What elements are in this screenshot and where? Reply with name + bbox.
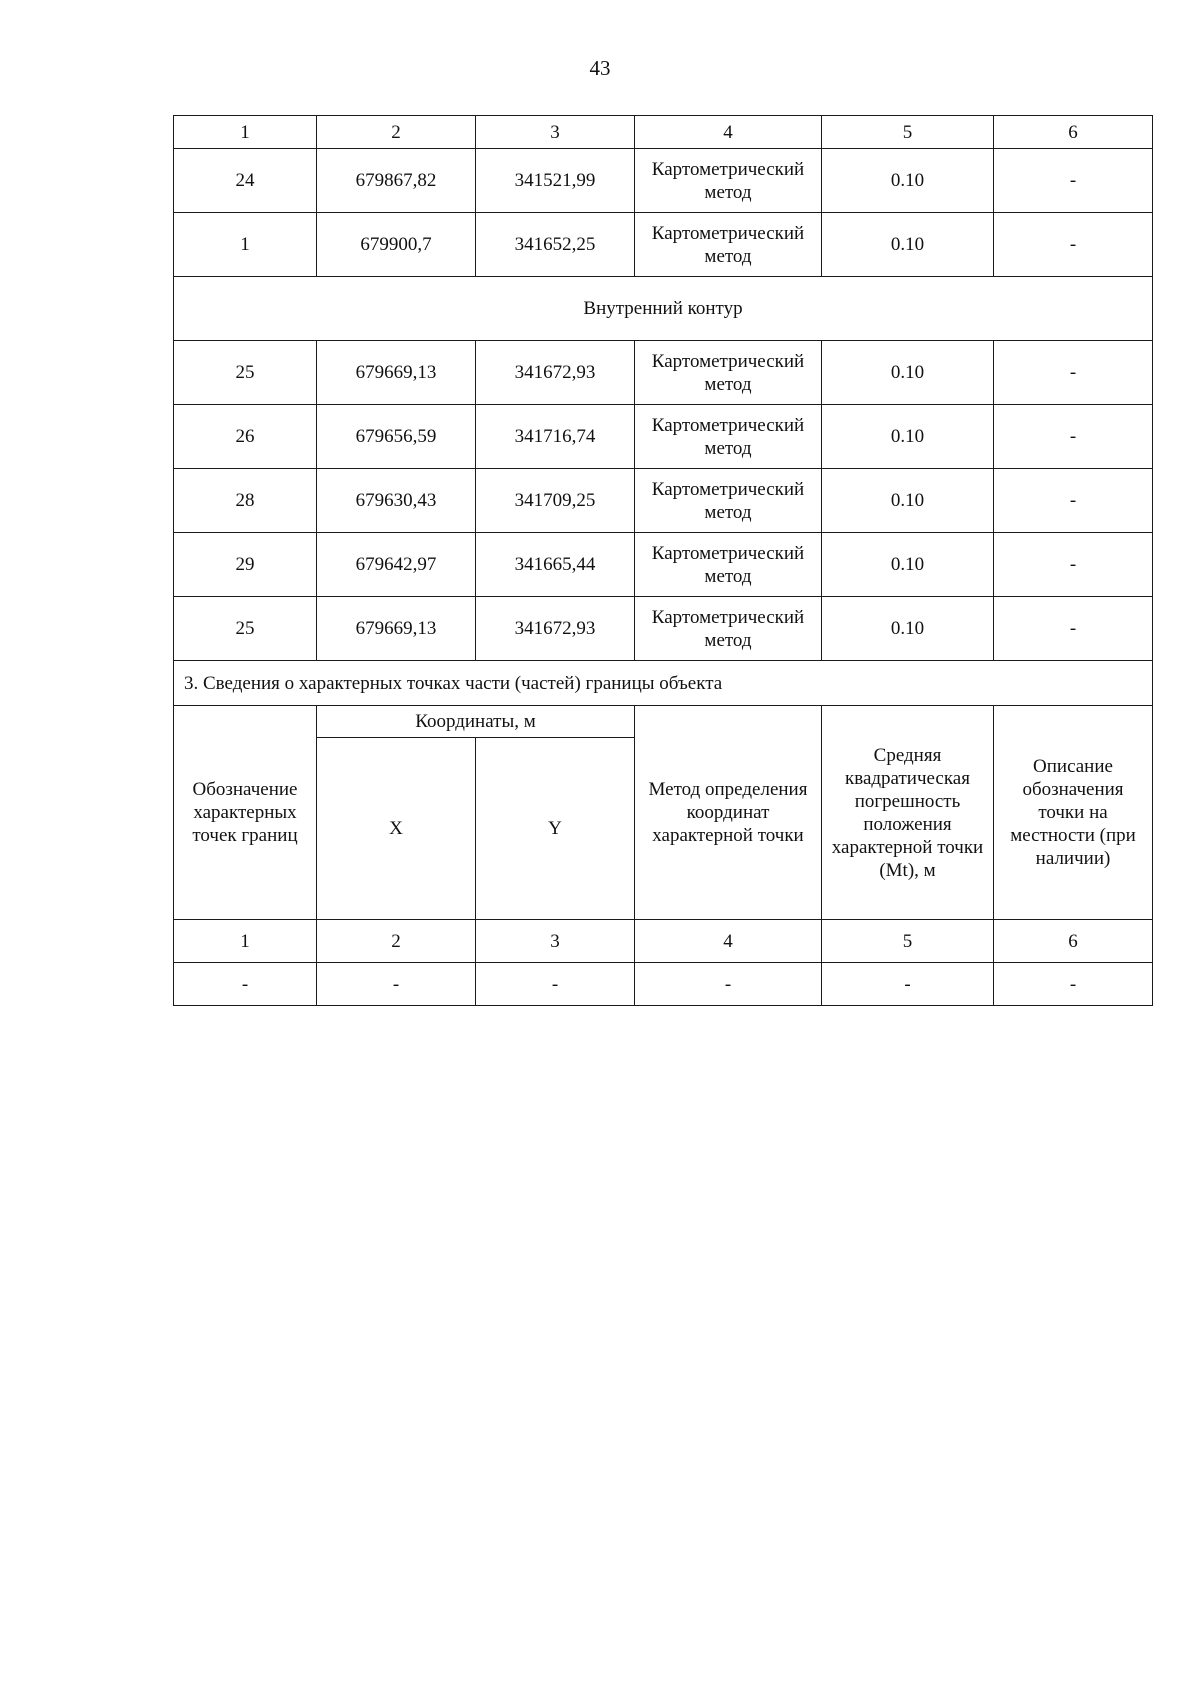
column-number-row <box>174 920 1153 963</box>
x-header: X <box>317 738 476 920</box>
accuracy-cell: 0.10 <box>822 469 994 533</box>
empty-data-row <box>174 963 1153 1006</box>
x-cell: 679642,97 <box>317 533 476 597</box>
column-number: 2 <box>317 116 476 149</box>
method-header: Метод определения координат характерной точки <box>635 706 822 920</box>
description-cell: - <box>994 533 1153 597</box>
table-row <box>174 405 1153 469</box>
y-header: Y <box>476 738 635 920</box>
x-cell: 679867,82 <box>317 149 476 213</box>
method-cell: Картометрический метод <box>635 149 822 213</box>
accuracy-cell: 0.10 <box>822 149 994 213</box>
point-cell: 28 <box>174 469 317 533</box>
point-cell: 25 <box>174 341 317 405</box>
table-row <box>174 149 1153 213</box>
accuracy-cell: 0.10 <box>822 533 994 597</box>
y-cell: 341716,74 <box>476 405 635 469</box>
table-row <box>174 597 1153 661</box>
column-number: 6 <box>994 920 1153 963</box>
coordinates-header: Координаты, м <box>317 706 635 738</box>
description-cell: - <box>994 341 1153 405</box>
table-row <box>174 341 1153 405</box>
accuracy-cell: 0.10 <box>822 597 994 661</box>
x-cell: 679630,43 <box>317 469 476 533</box>
column-number: 4 <box>635 920 822 963</box>
x-cell: 679669,13 <box>317 597 476 661</box>
column-number: 3 <box>476 116 635 149</box>
description-cell: - <box>994 149 1153 213</box>
column-number: 1 <box>174 920 317 963</box>
point-designation-header: Обозначение характерных точек границ <box>174 706 317 920</box>
description-cell: - <box>994 469 1153 533</box>
inner-contour-row <box>174 277 1153 341</box>
x-cell: 679669,13 <box>317 341 476 405</box>
section-header-row <box>174 706 1153 738</box>
column-number: 3 <box>476 920 635 963</box>
y-cell: 341672,93 <box>476 597 635 661</box>
method-cell: Картометрический метод <box>635 597 822 661</box>
section-caption-row <box>174 661 1153 706</box>
table-row <box>174 533 1153 597</box>
empty-cell: - <box>822 963 994 1006</box>
x-cell: 679900,7 <box>317 213 476 277</box>
empty-cell: - <box>174 963 317 1006</box>
y-cell: 341652,25 <box>476 213 635 277</box>
description-cell: - <box>994 597 1153 661</box>
table-row <box>174 213 1153 277</box>
method-cell: Картометрический метод <box>635 533 822 597</box>
boundary-points-table <box>173 115 1153 1006</box>
column-number: 6 <box>994 116 1153 149</box>
column-number-row <box>174 116 1153 149</box>
column-number: 1 <box>174 116 317 149</box>
column-number: 5 <box>822 116 994 149</box>
empty-cell: - <box>994 963 1153 1006</box>
column-number: 2 <box>317 920 476 963</box>
table-row <box>174 469 1153 533</box>
y-cell: 341521,99 <box>476 149 635 213</box>
method-cell: Картометрический метод <box>635 469 822 533</box>
y-cell: 341672,93 <box>476 341 635 405</box>
point-cell: 24 <box>174 149 317 213</box>
point-cell: 26 <box>174 405 317 469</box>
method-cell: Картометрический метод <box>635 405 822 469</box>
point-cell: 25 <box>174 597 317 661</box>
empty-cell: - <box>476 963 635 1006</box>
description-cell: - <box>994 213 1153 277</box>
accuracy-cell: 0.10 <box>822 213 994 277</box>
accuracy-cell: 0.10 <box>822 341 994 405</box>
method-cell: Картометрический метод <box>635 213 822 277</box>
x-cell: 679656,59 <box>317 405 476 469</box>
column-number: 4 <box>635 116 822 149</box>
description-cell: - <box>994 405 1153 469</box>
empty-cell: - <box>317 963 476 1006</box>
point-cell: 1 <box>174 213 317 277</box>
empty-cell: - <box>635 963 822 1006</box>
accuracy-cell: 0.10 <box>822 405 994 469</box>
point-cell: 29 <box>174 533 317 597</box>
section-caption: 3. Сведения о характерных точках части (частей) границы объекта <box>174 661 1153 706</box>
description-header: Описание обозначения точки на местности (при наличии) <box>994 706 1153 920</box>
y-cell: 341665,44 <box>476 533 635 597</box>
y-cell: 341709,25 <box>476 469 635 533</box>
column-number: 5 <box>822 920 994 963</box>
method-cell: Картометрический метод <box>635 341 822 405</box>
accuracy-header: Средняя квадратическая погрешность положения характерной точки (Mt), м <box>822 706 994 920</box>
page-number: 43 <box>589 56 611 80</box>
inner-contour-label: Внутренний контур <box>174 277 1153 341</box>
